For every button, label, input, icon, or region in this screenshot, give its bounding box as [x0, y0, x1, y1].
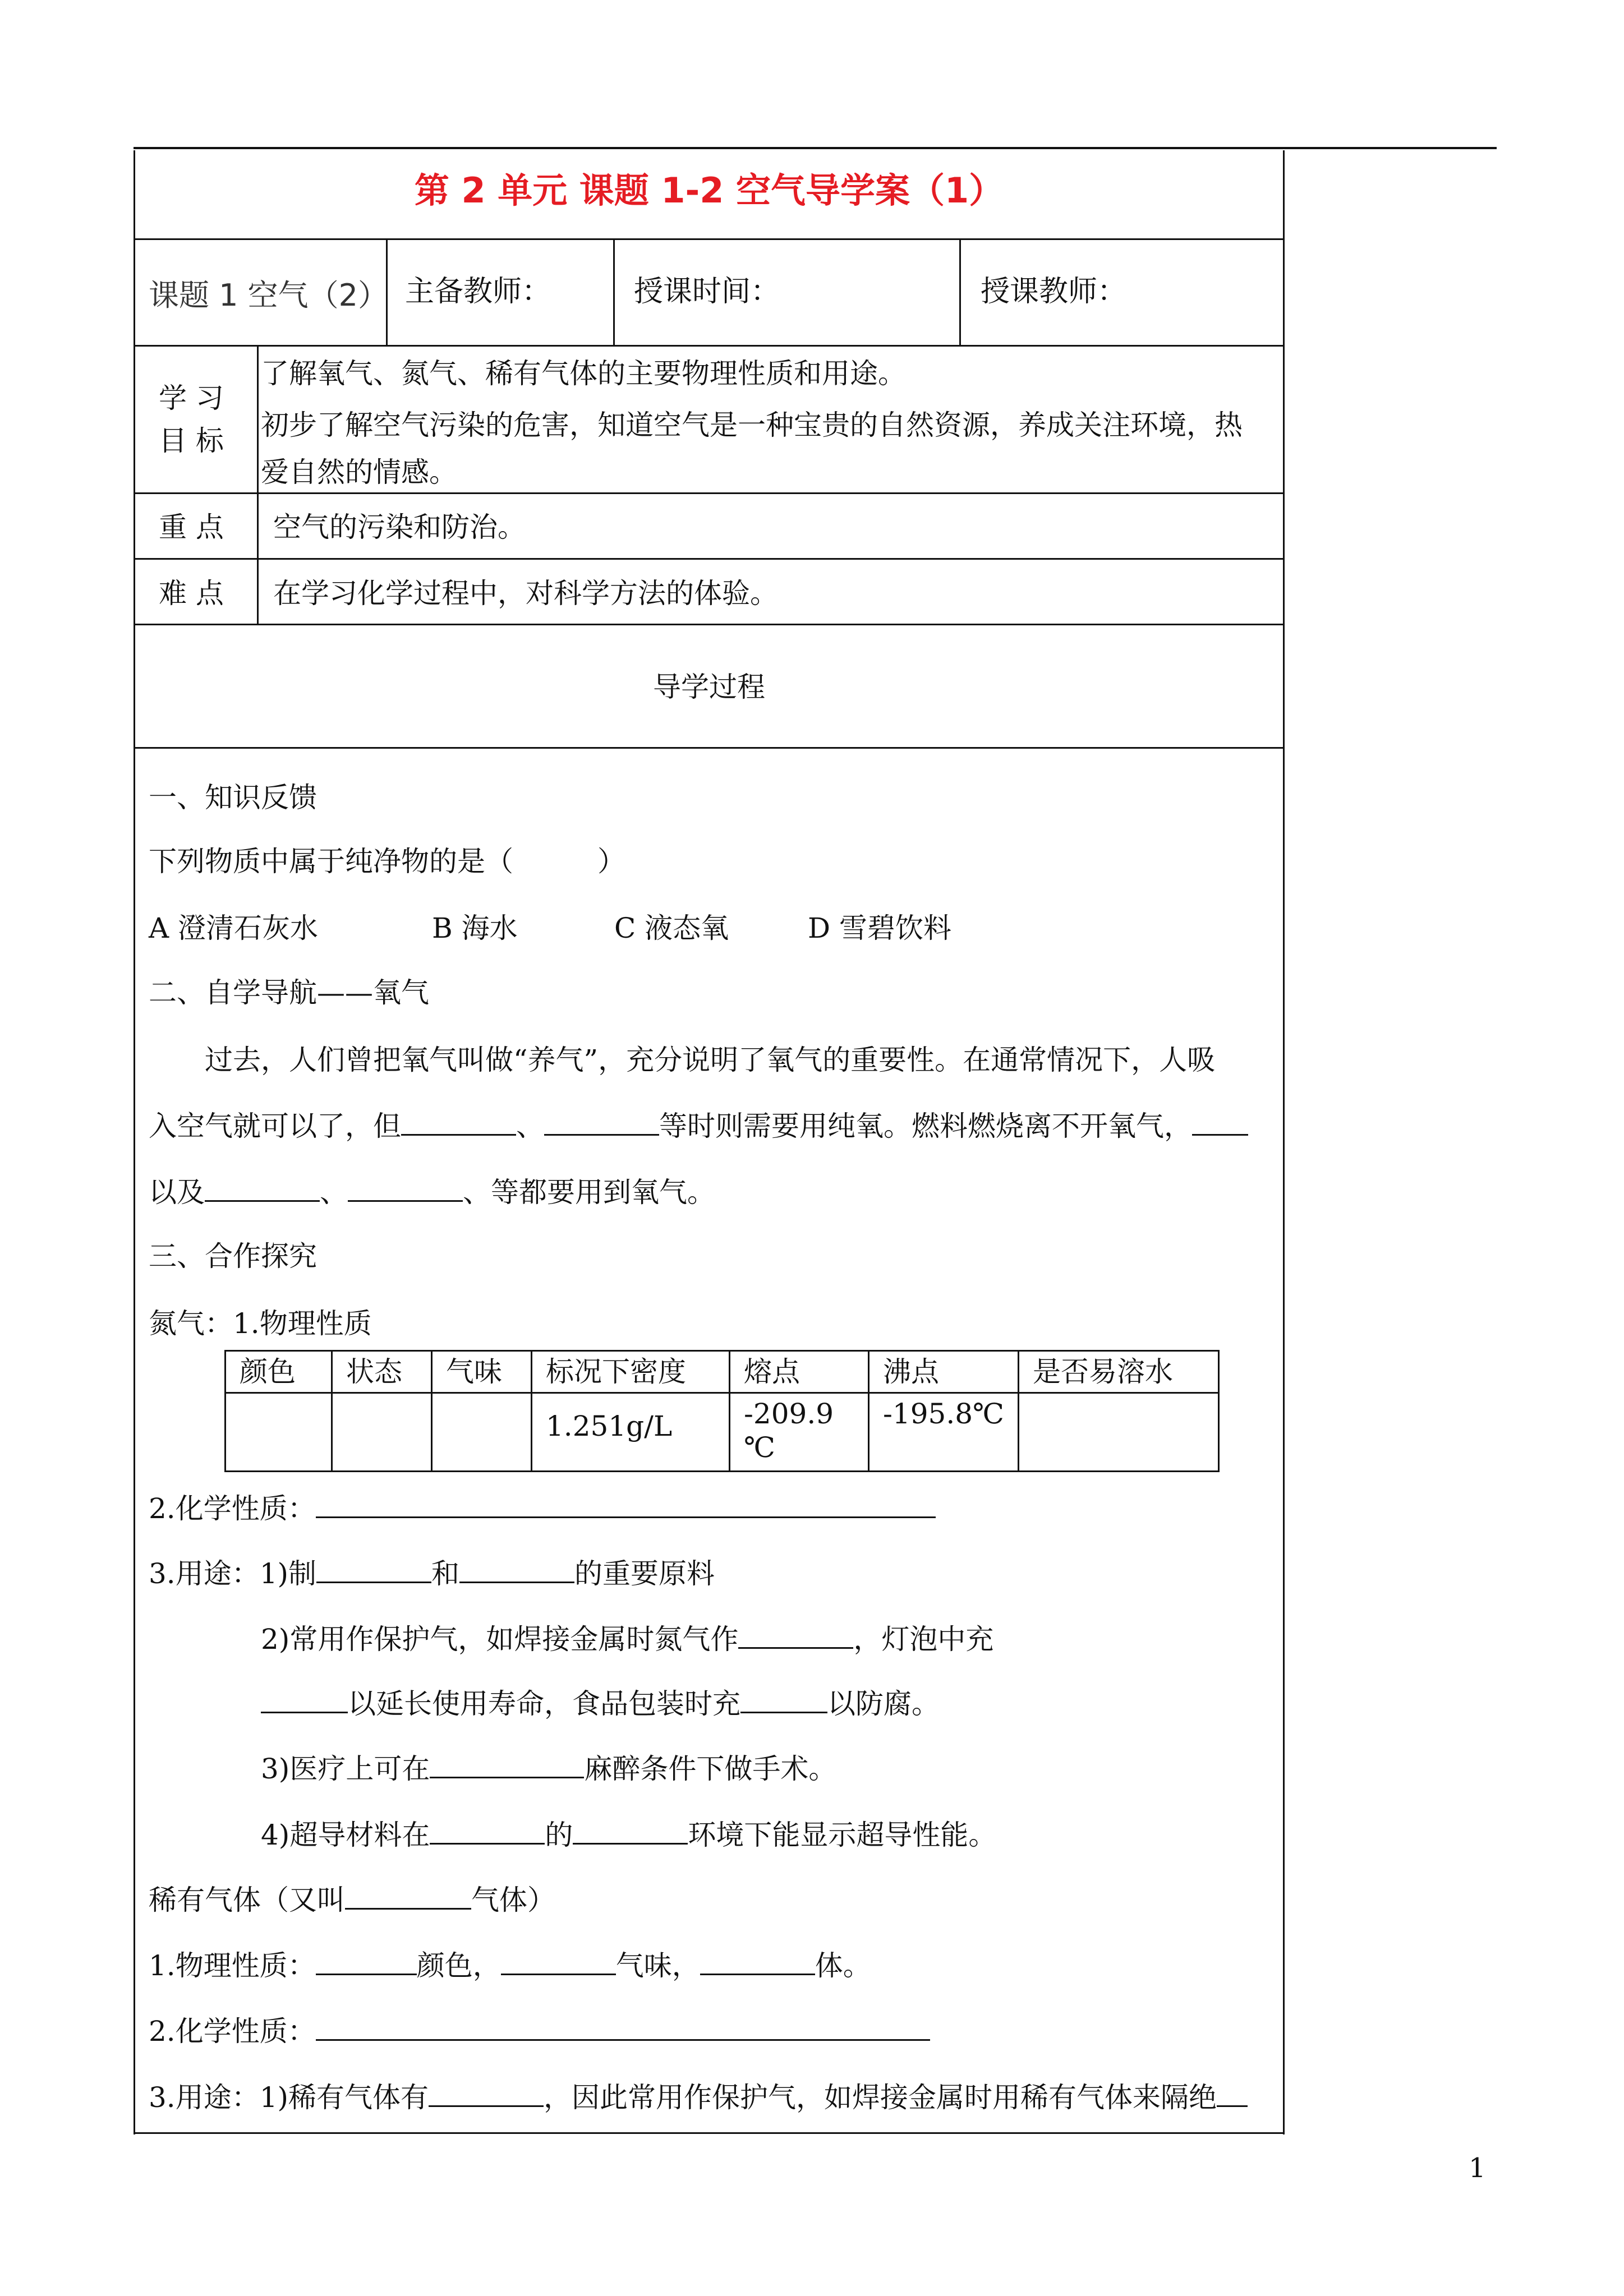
- table-cell-density: 1.251g/L: [532, 1393, 730, 1472]
- text: 气体）: [471, 1884, 555, 1916]
- oxygen-paragraph-line-1: 过去，人们曾把氧气叫做“养气”，充分说明了氧气的重要性。在通常情况下，人吸: [205, 1044, 1216, 1076]
- text: 的: [545, 1819, 573, 1851]
- text: 入空气就可以了，但: [149, 1110, 401, 1142]
- table-cell-solubility: [1018, 1393, 1218, 1472]
- blank: [740, 1687, 827, 1713]
- rule-header-v2: [613, 238, 615, 345]
- rare-gas-use-1: [149, 2081, 1248, 2114]
- option-b: B 海水: [432, 912, 518, 944]
- text: 等时则需要用纯氧。燃料燃烧离不开氧气，: [659, 1110, 1192, 1142]
- option-a: A 澄清石灰水: [149, 912, 319, 944]
- text: 2)常用作保护气，如焊接金属时氮气作: [261, 1623, 739, 1656]
- key-label: 重 点: [159, 511, 224, 543]
- melting-value: -209.9: [744, 1398, 834, 1430]
- difficulty-label: 难 点: [159, 577, 224, 610]
- text: 和: [431, 1557, 460, 1590]
- nitrogen-use-3: [261, 1752, 836, 1786]
- table-cell-boiling-point: -195.8℃: [869, 1393, 1019, 1472]
- nitrogen-use-4: [261, 1818, 996, 1852]
- text: 4)超导材料在: [261, 1819, 430, 1851]
- table-header-row: [226, 1351, 1219, 1393]
- blank: [316, 1949, 417, 1975]
- table-cell-state: [332, 1393, 432, 1472]
- blank: [401, 1109, 516, 1136]
- text: 2.化学性质：: [149, 2015, 316, 2048]
- blank: [316, 2014, 930, 2041]
- blank: [544, 1109, 659, 1136]
- blank: [316, 1557, 431, 1583]
- goals-line-2: 初步了解空气污染的危害，知道空气是一种宝贵的自然资源，养成关注环境，热: [261, 409, 1243, 441]
- blank: [316, 1492, 936, 1518]
- nitrogen-intro: 氮气：1.物理性质: [149, 1307, 372, 1340]
- nitrogen-use-1: [149, 1557, 715, 1590]
- table-row: [226, 1393, 1219, 1472]
- teacher-label: 授课教师：: [981, 275, 1127, 308]
- option-c: C 液态氧: [614, 912, 729, 944]
- nitrogen-properties-table: [224, 1350, 1220, 1472]
- rare-gas-heading: [149, 1883, 555, 1917]
- blank: [430, 1752, 584, 1778]
- key-text: 空气的污染和防治。: [273, 511, 526, 543]
- text: 以及: [149, 1176, 205, 1209]
- table-header-cell: 是否易溶水: [1018, 1351, 1218, 1393]
- text: ，因此常用作保护气，如焊接金属时用稀有气体来隔绝: [544, 2081, 1217, 2114]
- text: 3)医疗上可在: [261, 1753, 430, 1785]
- goals-line-3: 爱自然的情感。: [261, 456, 457, 488]
- text: 1.物理性质：: [149, 1949, 316, 1982]
- text: 2.化学性质：: [149, 1492, 316, 1525]
- table-header-cell: 气味: [432, 1351, 532, 1393]
- nitrogen-use-2-cont: [261, 1687, 940, 1721]
- rule-page-bottom: [134, 2132, 1285, 2134]
- class-time-label: 授课时间：: [634, 275, 780, 308]
- text: 、等都要用到氧气。: [463, 1176, 715, 1209]
- blank: [261, 1687, 348, 1713]
- text: 稀有气体（又叫: [149, 1884, 345, 1916]
- rule-header-bottom: [134, 345, 1285, 347]
- blank: [573, 1818, 688, 1845]
- table-cell-color: [226, 1393, 332, 1472]
- section-1-heading: 一、知识反馈: [149, 781, 317, 814]
- oxygen-paragraph-line-2: [149, 1109, 1248, 1143]
- melting-unit: ℃: [744, 1431, 775, 1464]
- page-title: 第 2 单元 课题 1-2 空气导学案（1）: [414, 170, 1004, 211]
- blank: [1192, 1109, 1248, 1136]
- nitrogen-use-2: [261, 1622, 993, 1656]
- rule-title-bottom: [134, 238, 1285, 240]
- section-2-heading: 二、自学导航——氧气: [149, 976, 429, 1009]
- blank: [205, 1175, 320, 1202]
- table-header-cell: 颜色: [226, 1351, 332, 1393]
- rule-process-bottom: [134, 747, 1285, 749]
- text: 体。: [815, 1949, 871, 1982]
- nitrogen-chemical-properties: [149, 1492, 936, 1525]
- blank: [345, 1883, 471, 1910]
- text: ，灯泡中充: [853, 1623, 994, 1656]
- text: 颜色，: [416, 1949, 501, 1982]
- text: 气味，: [615, 1949, 700, 1982]
- main-teacher-label: 主备教师：: [405, 275, 551, 308]
- rare-gas-physical: [149, 1949, 871, 1983]
- table-cell-melting-point: [730, 1393, 869, 1472]
- rule-header-v3: [959, 238, 961, 345]
- table-header-cell: 标况下密度: [532, 1351, 730, 1393]
- top-rule: [134, 147, 1497, 149]
- blank: [501, 1949, 616, 1975]
- page-number: 1: [1469, 2152, 1486, 2184]
- blank: [430, 1818, 545, 1845]
- table-cell-odor: [432, 1393, 532, 1472]
- rule-label-column: [257, 345, 259, 624]
- text: 麻醉条件下做手术。: [584, 1753, 837, 1785]
- text: 、: [320, 1176, 348, 1209]
- text: 3.用途：1)稀有气体有: [149, 2081, 429, 2114]
- rule-difficulty-bottom: [134, 624, 1285, 625]
- option-d: D 雪碧饮料: [808, 912, 951, 944]
- blank: [738, 1622, 853, 1649]
- process-title: 导学过程: [653, 671, 765, 703]
- blank: [700, 1949, 815, 1975]
- rule-goals-bottom: [134, 492, 1285, 494]
- table-header-cell: 熔点: [730, 1351, 869, 1393]
- table-header-cell: 沸点: [869, 1351, 1019, 1393]
- oxygen-paragraph-line-3: [149, 1175, 715, 1209]
- difficulty-text: 在学习化学过程中，对科学方法的体验。: [273, 577, 778, 610]
- goals-label-2: 目 标: [159, 425, 224, 457]
- text: 的重要原料: [574, 1557, 715, 1590]
- goals-line-1: 了解氧气、氮气、稀有气体的主要物理性质和用途。: [261, 357, 906, 390]
- blank: [429, 2081, 544, 2107]
- lesson-name: 课题 1 空气（2）: [149, 278, 389, 313]
- blank: [459, 1557, 574, 1583]
- question-text: 下列物质中属于纯净物的是（ ）: [149, 845, 625, 878]
- goals-label-1: 学 习: [159, 382, 224, 414]
- rare-gas-chemical: [149, 2014, 930, 2048]
- text: 3.用途：1)制: [149, 1557, 317, 1590]
- section-3-heading: 三、合作探究: [149, 1240, 317, 1273]
- blank: [348, 1175, 463, 1202]
- blank: [1217, 2081, 1248, 2107]
- table-header-cell: 状态: [332, 1351, 432, 1393]
- text: 、: [516, 1110, 544, 1142]
- text: 以延长使用寿命，食品包装时充: [348, 1688, 740, 1720]
- rule-key-bottom: [134, 558, 1285, 560]
- text: 以防腐。: [827, 1688, 940, 1720]
- text: 环境下能显示超导性能。: [688, 1819, 997, 1851]
